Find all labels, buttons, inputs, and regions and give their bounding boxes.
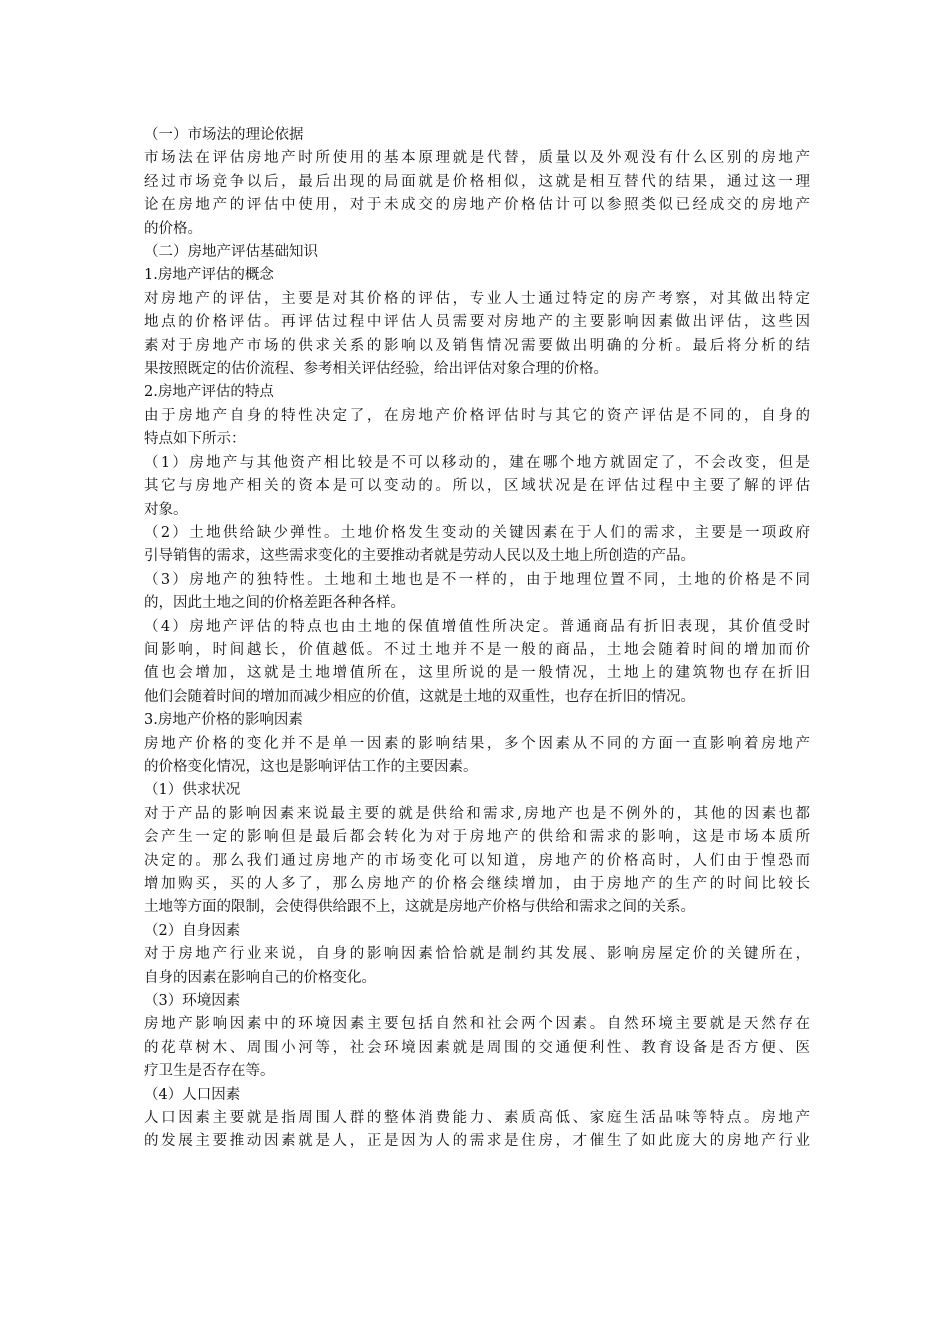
paragraph-line: 果按照既定的估价流程、参考相关评估经验，给出评估对象合理的价格。 (144, 361, 608, 378)
paragraph-line: 他们会随着时间的增加而减少相应的价值，这就是土地的双重性，也存在折旧的情况。 (144, 688, 695, 705)
paragraph-line: 其它与房地产相关的资本是可以变动的。所以，区域状况是在评估过程中主要了解的评估 (144, 478, 810, 495)
section-heading: （4）人口因素 (144, 1086, 241, 1103)
paragraph-line: 论在房地产的评估中使用，对于未成交的房地产价格估计可以参照类似已经成交的房地产 (144, 197, 810, 214)
paragraph-line: 决定的。那么我们通过房地产的市场变化可以知道，房地产的价格高时，人们由于惶恐而 (144, 852, 810, 869)
section-heading: （1）供求状况 (144, 782, 241, 799)
paragraph-line: 特点如下所示： (144, 431, 246, 448)
section-heading: （3）环境因素 (144, 993, 241, 1010)
paragraph-line: 对于产品的影响因素来说最主要的就是供给和需求,房地产也是不例外的，其他的因素也都 (144, 805, 810, 822)
paragraph-line: （2）土地供给缺少弹性。土地价格发生变动的关键因素在于人们的需求，主要是一项政府 (144, 524, 810, 541)
paragraph-line: 地点的价格评估。再评估过程中评估人员需要对房地产的主要影响因素做出评估，这些因 (144, 314, 810, 331)
paragraph-line: 房地产影响因素中的环境因素主要包括自然和社会两个因素。自然环境主要就是天然存在 (144, 1016, 810, 1033)
paragraph-line: 房地产价格的变化并不是单一因素的影响结果，多个因素从不同的方面一直影响着房地产 (144, 735, 810, 752)
paragraph-line: 由于房地产自身的特性决定了，在房地产价格评估时与其它的资产评估是不同的，自身的 (144, 407, 810, 424)
section-heading: 1.房地产评估的概念 (144, 267, 274, 284)
paragraph-line: 会产生一定的影响但是最后都会转化为对于房地产的供给和需求的影响，这是市场本质所 (144, 829, 810, 846)
paragraph-line: （4）房地产评估的特点也由土地的保值增值性所决定。普通商品有折旧表现，其价值受时 (144, 618, 810, 635)
paragraph-line: （1）房地产与其他资产相比较是不可以移动的，建在哪个地方就固定了，不会改变，但是 (144, 454, 810, 471)
paragraph-line: 的价格变化情况，这也是影响评估工作的主要因素。 (144, 758, 478, 775)
paragraph-line: 的花草树木、周围小河等，社会环境因素就是周围的交通便利性、教育设备是否方便、医 (144, 1039, 810, 1056)
paragraph-line: 自身的因素在影响自己的价格变化。 (144, 969, 376, 986)
paragraph-line: 的价格。 (144, 220, 202, 237)
section-heading: （二）房地产评估基础知识 (144, 244, 318, 261)
paragraph-line: 的发展主要推动因素就是人，正是因为人的需求是住房，才催生了如此庞大的房地产行业 (144, 1133, 810, 1150)
section-heading: 3.房地产价格的影响因素 (144, 712, 303, 729)
section-heading: 2.房地产评估的特点 (144, 384, 274, 401)
paragraph-line: 经过市场竞争以后，最后出现的局面就是价格相似，这就是相互替代的结果，通过这一理 (144, 173, 810, 190)
paragraph-line: 对象。 (144, 501, 188, 518)
paragraph-line: 引导销售的需求，这些需求变化的主要推动者就是劳动人民以及土地上所创造的产品。 (144, 548, 695, 565)
paragraph-line: 增加购买，买的人多了，那么房地产的价格会继续增加，由于房地产的生产的时间比较长 (144, 876, 810, 892)
paragraph-line: 对房地产的评估，主要是对其价格的评估，专业人士通过特定的房产考察，对其做出特定 (144, 290, 810, 307)
paragraph-line: 疗卫生是否存在等。 (144, 1063, 275, 1080)
paragraph-line: 的，因此土地之间的价格差距各种各样。 (144, 595, 405, 612)
paragraph-line: 土地等方面的限制，会使得供给跟不上，这就是房地产价格与供给和需求之间的关系。 (144, 899, 695, 916)
paragraph-line: 对于房地产行业来说，自身的影响因素恰恰就是制约其发展、影响房屋定价的关键所在， (144, 946, 810, 963)
paragraph-line: 市场法在评估房地产时所使用的基本原理就是代替，质量以及外观没有什么区别的房地产 (144, 150, 810, 167)
paragraph-line: （3）房地产的独特性。土地和土地也是不一样的，由于地理位置不同，土地的价格是不同 (144, 571, 810, 588)
section-heading: （2）自身因素 (144, 922, 241, 939)
paragraph-line: 间影响，时间越长，价值越低。不过土地并不是一般的商品，土地会随着时间的增加而价 (144, 641, 810, 658)
paragraph-line: 人口因素主要就是指周围人群的整体消费能力、素质高低、家庭生活品味等特点。房地产 (144, 1110, 810, 1127)
paragraph-line: 素对于房地产市场的供求关系的影响以及销售情况需要做出明确的分析。最后将分析的结 (144, 337, 810, 354)
document-page (144, 124, 810, 1154)
section-heading: （一）市场法的理论依据 (144, 127, 304, 143)
paragraph-line: 值也会增加，这就是土地增值所在，这里所说的是一般情况，土地上的建筑物也存在折旧 (144, 665, 810, 682)
